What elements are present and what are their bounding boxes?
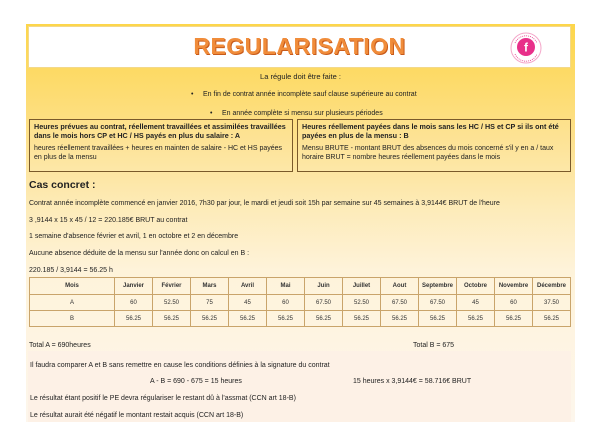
box-b-body: Mensu BRUTE - montant BRUT des absences du mois concerné s'il y en a / taux horaire BRUT = nombre heures réellement payées dans le mois (302, 145, 554, 161)
bullet-item-1: • En fin de contrat année incomplète sauf clause supérieure au contrat (203, 91, 417, 98)
box-a-heading: Heures prévues au contrat, réellement travaillées et assimilées travaillées dans le mois hors CP et HC / HS payés en plus du salaire : A (34, 122, 286, 140)
hours-table (29, 277, 571, 327)
case-line-5: 220.185 / 3,9144 = 56.25 h (29, 267, 113, 274)
table-cell: 56.25 (267, 311, 305, 327)
result-negative: Le résultat aurait été négatif le montant restait acquis (CCN art 18-B) (30, 412, 244, 419)
conclusion-panel (28, 351, 571, 422)
intro-text: La régule doit être faite : (260, 72, 341, 81)
table-header-cell: Octobre (457, 278, 495, 295)
bullet-item-2: • En année complète si mensu sur plusieurs périodes (222, 110, 383, 117)
compare-text: Il faudra comparer A et B sans remettre en cause les conditions définies à la signature du contrat (30, 362, 330, 369)
case-line-3: 1 semaine d'absence février et avril, 1 en octobre et 2 en décembre (29, 233, 239, 240)
table-cell: 45 (457, 295, 495, 311)
table-cell: 75 (191, 295, 229, 311)
logo-letter: f (524, 40, 528, 55)
calc-difference: A - B = 690 - 675 = 15 heures (150, 378, 242, 385)
table-header-cell: Juillet (343, 278, 381, 295)
table-cell: B (30, 311, 115, 327)
table-cell: 45 (229, 295, 267, 311)
result-positive: Le résultat étant positif le PE devra régulariser le restant dû à l'assmat (CCN art 18-B) (30, 395, 296, 402)
table-cell: A (30, 295, 115, 311)
section-title: Cas concret : (29, 179, 96, 191)
calc-amount: 15 heures x 3,9144€ = 58.716€ BRUT (353, 378, 472, 385)
case-line-1: Contrat année incomplète commencé en janvier 2016, 7h30 par jour, le mardi et jeudi soit 15h par semaine sur 45 semaines à 3,9144€ BRUT de l'heure (29, 200, 500, 207)
table-cell: 52.50 (343, 295, 381, 311)
table-header-cell: Mars (191, 278, 229, 295)
table-cell: 56.25 (533, 311, 571, 327)
table-header-cell: Avril (229, 278, 267, 295)
table-header-row (30, 278, 571, 295)
slide (26, 24, 575, 422)
table-cell: 56.25 (495, 311, 533, 327)
definition-box-b (297, 119, 571, 172)
table-cell: 60 (495, 295, 533, 311)
table-cell: 56.25 (115, 311, 153, 327)
case-line-4: Aucune absence déduite de la mensu sur l'année donc on calcul en B : (29, 250, 250, 257)
table-header-cell: Mai (267, 278, 305, 295)
box-b-heading: Heures réellement payées dans le mois sans les HC / HS et CP si ils ont été payées en plus de la mensu : B (302, 122, 559, 140)
table-cell: 60 (115, 295, 153, 311)
title-banner (28, 26, 571, 68)
table-header-cell: Mois (30, 278, 115, 295)
table-cell: 56.25 (457, 311, 495, 327)
table-cell: 67.50 (381, 295, 419, 311)
table-cell: 56.25 (343, 311, 381, 327)
assmat-f-logo-icon (510, 32, 542, 64)
table-header-cell: Septembre (419, 278, 457, 295)
table-row-a (30, 295, 571, 311)
table-cell: 56.25 (153, 311, 191, 327)
table-header-cell: Juin (305, 278, 343, 295)
table-cell: 56.25 (229, 311, 267, 327)
box-a-body: heures réellement travaillées + heures en mainten de salaire - HC et HS payées en plus de la mensu (34, 145, 283, 161)
table-cell: 56.25 (419, 311, 457, 327)
table-cell: 56.25 (305, 311, 343, 327)
table-cell: 56.25 (381, 311, 419, 327)
table-cell: 56.25 (191, 311, 229, 327)
total-a: Total A = 690heures (29, 342, 91, 349)
table-header-cell: Novembre (495, 278, 533, 295)
page-title: REGULARISATION (193, 33, 406, 59)
table-row-b (30, 311, 571, 327)
table-header-cell: Aout (381, 278, 419, 295)
table-header-cell: Janvier (115, 278, 153, 295)
definition-box-a (29, 119, 293, 172)
case-line-2: 3 ,9144 x 15 x 45 / 12 = 220.185€ BRUT au contrat (29, 217, 188, 224)
table-header-cell: Décembre (533, 278, 571, 295)
total-b: Total B = 675 (413, 342, 455, 349)
table-cell: 60 (267, 295, 305, 311)
table-cell: 37.50 (533, 295, 571, 311)
table-cell: 67.50 (419, 295, 457, 311)
table-cell: 52.50 (153, 295, 191, 311)
table-cell: 67.50 (305, 295, 343, 311)
table-header-cell: Février (153, 278, 191, 295)
